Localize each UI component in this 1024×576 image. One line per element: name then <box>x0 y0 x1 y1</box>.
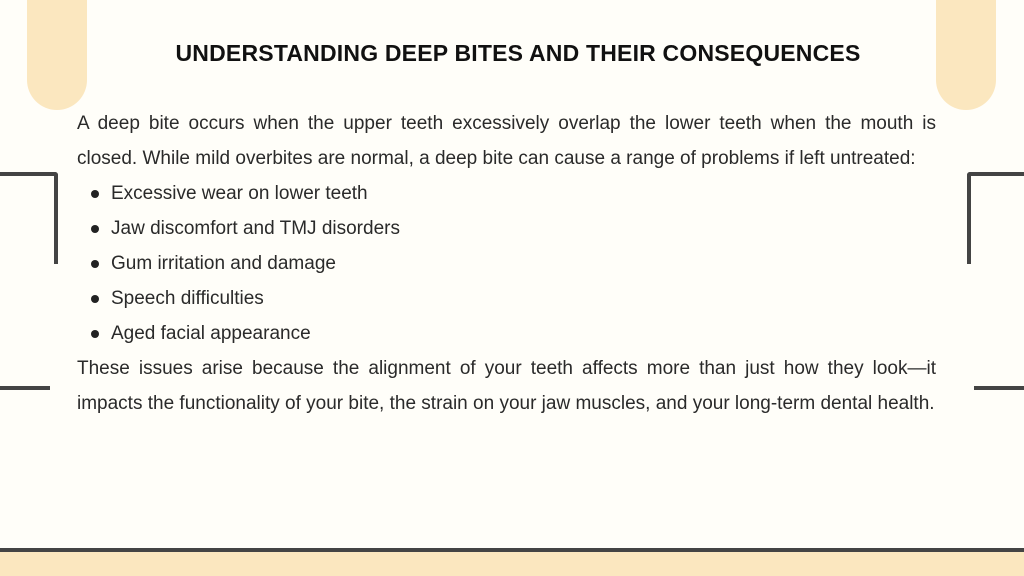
list-item <box>77 211 936 246</box>
decorative-line-left <box>0 386 50 390</box>
bullet-icon <box>91 190 99 198</box>
slide-title: UNDERSTANDING DEEP BITES AND THEIR CONSEQUENCES <box>175 40 861 66</box>
list-item <box>77 316 936 351</box>
decorative-bracket-left <box>0 172 58 264</box>
bullet-icon <box>91 260 99 268</box>
bullet-icon <box>91 225 99 233</box>
list-item-text: Excessive wear on lower teeth <box>111 183 368 204</box>
decorative-tab-left <box>27 0 87 110</box>
consequence-list <box>77 176 936 351</box>
decorative-tab-right <box>936 0 996 110</box>
list-item <box>77 246 936 281</box>
list-item-text: Jaw discomfort and TMJ disorders <box>111 218 400 239</box>
list-item-text: Speech difficulties <box>111 288 264 309</box>
list-item <box>77 281 936 316</box>
footer-band <box>0 552 1024 576</box>
slide-body <box>77 106 936 421</box>
list-item-text: Aged facial appearance <box>111 323 311 344</box>
decorative-line-right <box>974 386 1024 390</box>
list-item-text: Gum irritation and damage <box>111 253 336 274</box>
bullet-icon <box>91 295 99 303</box>
intro-paragraph: A deep bite occurs when the upper teeth excessively overlap the lower teeth when the mouth is closed. While mild overbites are normal, a deep bite can cause a range of problems if left untreated: <box>77 113 936 169</box>
conclusion-paragraph: These issues arise because the alignment of your teeth affects more than just how they look—it impacts the functionality of your bite, the strain on your jaw muscles, and your long-term dental health. <box>77 358 936 414</box>
decorative-bracket-right <box>967 172 1024 264</box>
bullet-icon <box>91 330 99 338</box>
list-item <box>77 176 936 211</box>
